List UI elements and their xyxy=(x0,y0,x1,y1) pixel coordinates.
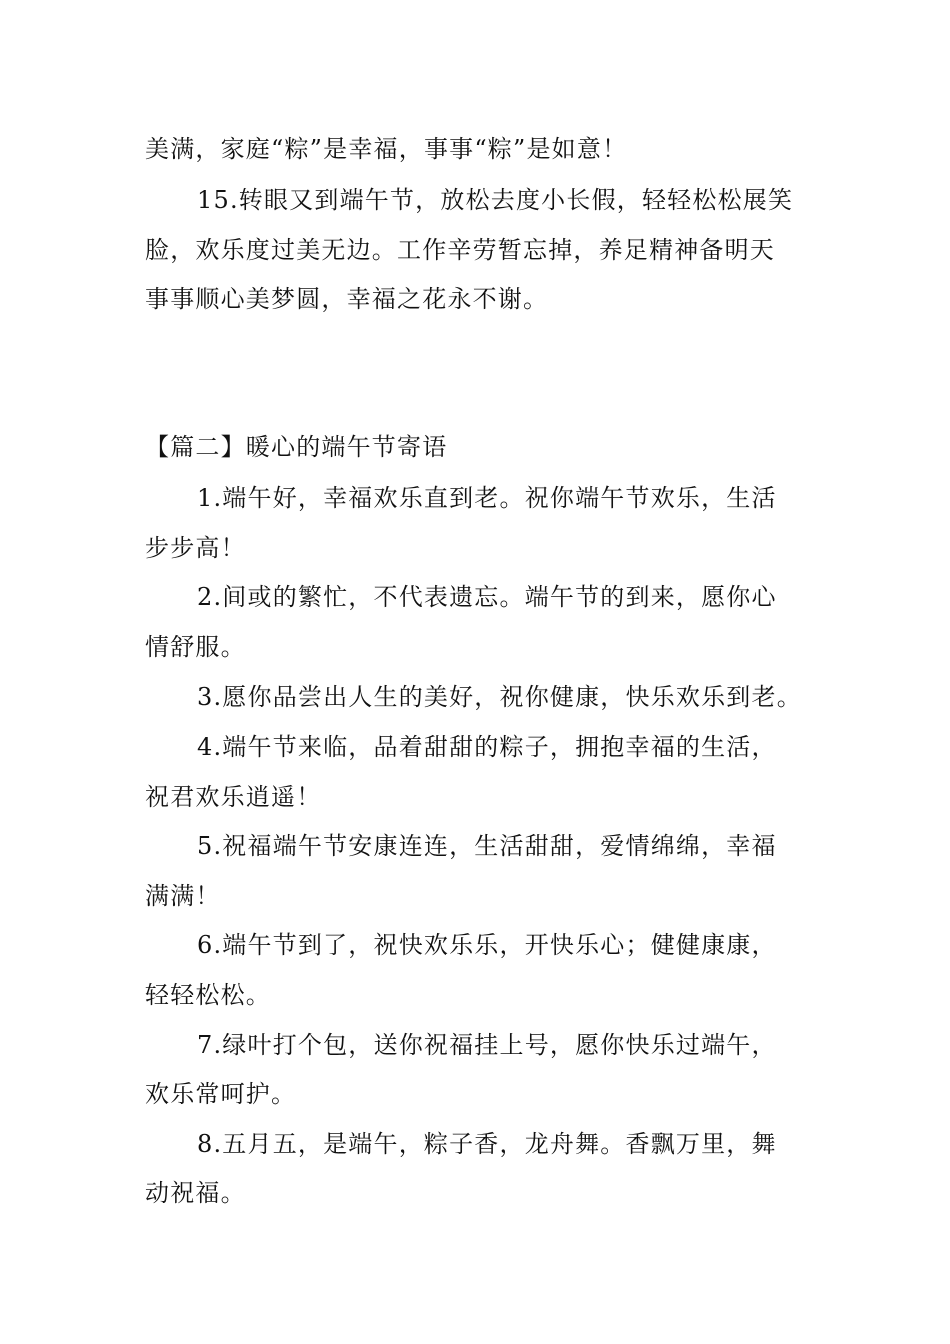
item-15-line-1: 15.转眼又到端午节，放松去度小长假，轻轻松松展笑 xyxy=(197,186,794,214)
item-6-line-2: 轻轻松松。 xyxy=(145,981,271,1009)
item-8-line-2: 动祝福。 xyxy=(145,1179,246,1207)
item-2-line-2: 情舒服。 xyxy=(145,633,246,661)
item-1-line-2: 步步高！ xyxy=(145,534,246,562)
item-4-line-2: 祝君欢乐逍遥！ xyxy=(145,783,322,811)
item-7-line-2: 欢乐常呵护。 xyxy=(145,1080,297,1108)
section-heading: 【篇二】暖心的端午节寄语 xyxy=(145,433,448,461)
item-6-line-1: 6.端午节到了，祝快欢乐乐，开快乐心；健健康康， xyxy=(197,931,777,959)
item-3-line-1: 3.愿你品尝出人生的美好，祝你健康，快乐欢乐到老。 xyxy=(197,683,802,711)
item-5-line-1: 5.祝福端午节安康连连，生活甜甜，爱情绵绵，幸福 xyxy=(197,832,777,860)
item-4-line-1: 4.端午节来临，品着甜甜的粽子，拥抱幸福的生活， xyxy=(197,733,777,761)
item-2-line-1: 2.间或的繁忙，不代表遗忘。端午节的到来，愿你心 xyxy=(197,583,777,611)
item-1-line-1: 1.端午好，幸福欢乐直到老。祝你端午节欢乐，生活 xyxy=(197,484,777,512)
item-5-line-2: 满满！ xyxy=(145,882,221,910)
item-15-line-2: 脸，欢乐度过美无边。工作辛劳暂忘掉，养足精神备明天 xyxy=(145,236,775,264)
item-15-line-3: 事事顺心美梦圆，幸福之花永不谢。 xyxy=(145,285,549,313)
paragraph-continuation-line: 美满，家庭“粽”是幸福，事事“粽”是如意！ xyxy=(145,135,628,163)
item-7-line-1: 7.绿叶打个包，送你祝福挂上号，愿你快乐过端午， xyxy=(197,1031,777,1059)
item-8-line-1: 8.五月五，是端午，粽子香，龙舟舞。香飘万里，舞 xyxy=(197,1130,777,1158)
